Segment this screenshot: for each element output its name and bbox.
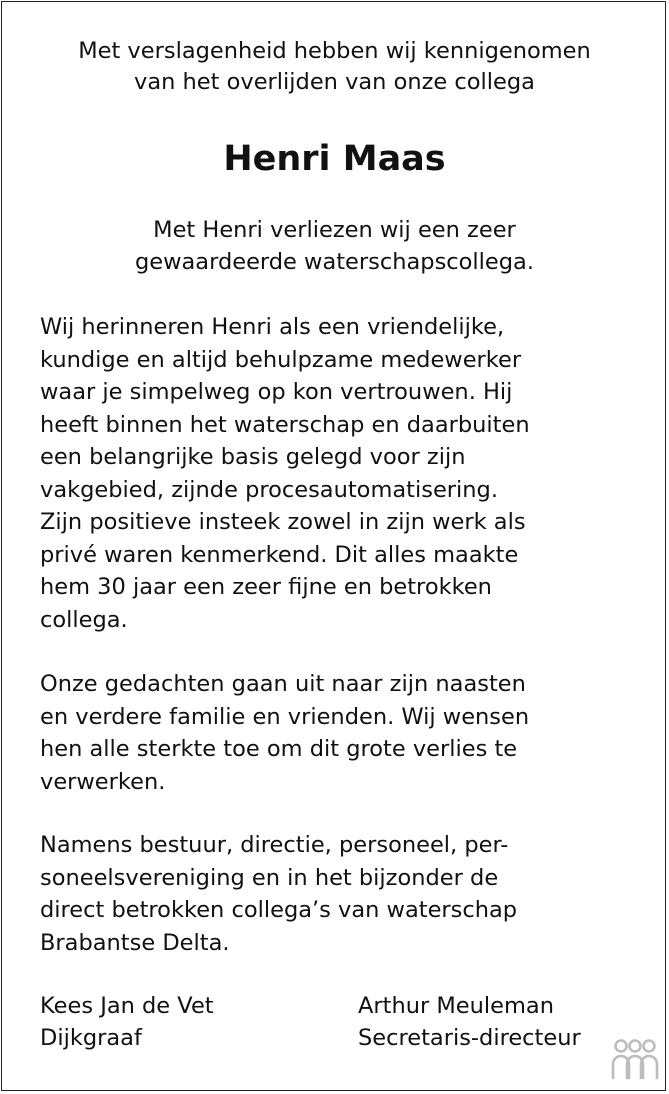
paragraph-memories — [40, 311, 640, 636]
text-line: Namens bestuur, directie, personeel, per- — [40, 832, 509, 858]
paragraph-thoughts — [40, 668, 640, 798]
text-line: Zijn positieve insteek zowel in zijn werk als — [40, 509, 526, 535]
signatory-name: Arthur Meuleman — [358, 993, 554, 1019]
signatory-name: Kees Jan de Vet — [40, 993, 214, 1019]
subtitle-text — [0, 214, 669, 278]
text-line: en verdere familie en vrienden. Wij wensen — [40, 703, 530, 730]
signatory-role: Secretaris-directeur — [358, 1025, 581, 1051]
paragraph-on-behalf — [40, 829, 640, 959]
text-line: Onze gedachten gaan uit naar zijn naasten — [40, 671, 526, 697]
text-line: vakgebied, zijnde procesautomatisering. — [40, 476, 498, 503]
text-line: waar je simpelweg op kon vertrouwen. Hij — [40, 379, 513, 405]
intro-text — [0, 36, 669, 98]
text-line: een belangrijke basis gelegd voor zijn — [40, 444, 466, 470]
signature-left — [40, 990, 214, 1054]
intro-line: van het overlijden van onze collega — [134, 69, 535, 95]
text-line: collega. — [40, 606, 128, 633]
intro-line: Met verslagenheid hebben wij kennigenomen — [78, 38, 591, 64]
subtitle-line: gewaardeerde waterschapscollega. — [134, 249, 534, 275]
subtitle-line: Met Henri verliezen wij een zeer — [153, 217, 516, 243]
text-line: heeft binnen het waterschap en daarbuiten — [40, 411, 530, 438]
text-line: direct betrokken collega’s van waterschap — [40, 897, 518, 923]
signature-right — [358, 990, 581, 1054]
signatory-role: Dijkgraaf — [40, 1025, 142, 1051]
text-line: hen alle sterkte toe om dit grote verlies te — [40, 736, 518, 762]
people-group-icon — [608, 1038, 660, 1080]
text-line: hem 30 jaar een zeer fijne en betrokken — [40, 574, 492, 600]
text-line: Brabantse Delta. — [40, 929, 230, 956]
deceased-name: Henri Maas — [223, 139, 446, 179]
text-line: verwerken. — [40, 768, 166, 795]
text-line: Wij herinneren Henri als een vriendelijke, — [40, 314, 505, 340]
text-line: soneelsvereniging en in het bijzonder de — [40, 864, 499, 891]
text-line: privé waren kenmerkend. Dit alles maakte — [40, 541, 519, 568]
text-line: kundige en altijd behulpzame medewerker — [40, 346, 522, 373]
